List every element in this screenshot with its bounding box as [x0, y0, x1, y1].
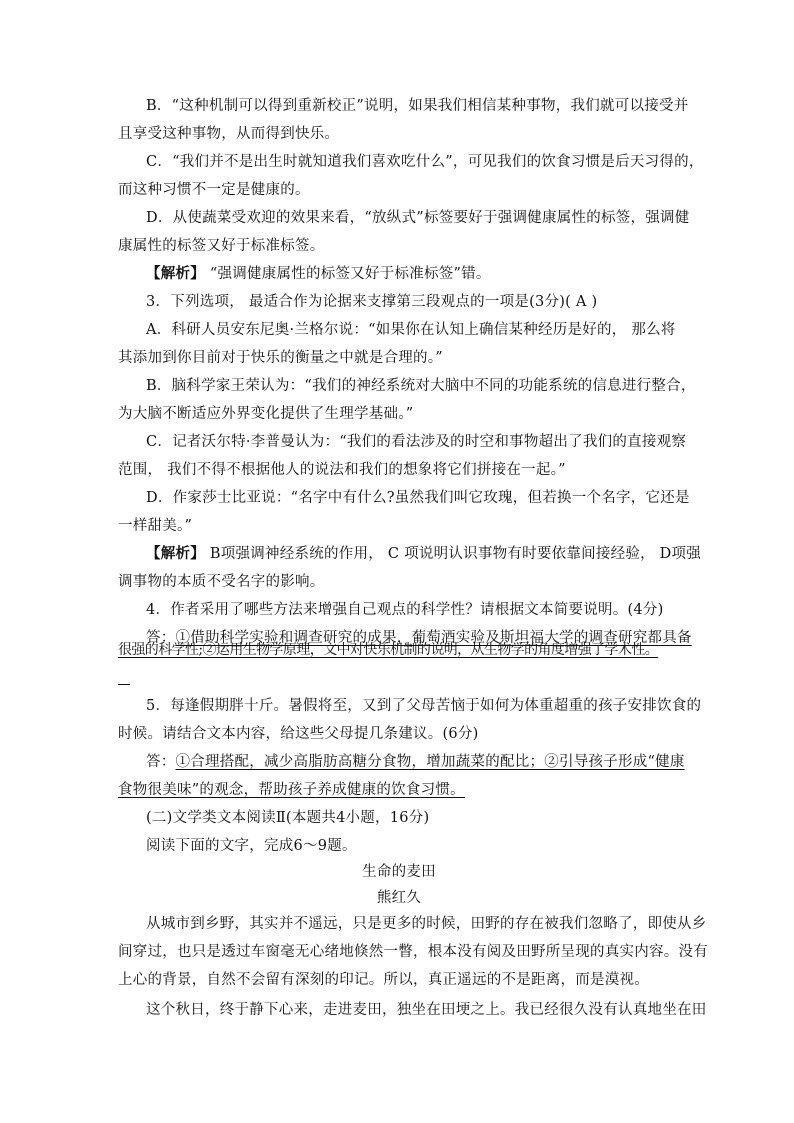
q3-option-b-line-2: 为大脑不断适应外界变化提供了生理学基础。” — [118, 406, 414, 422]
q3-option-a-line-1: A．科研人员安东尼奥·兰格尔说：“如果你在认知上确信某种经历是好的， 那么将 — [146, 322, 676, 338]
analysis-tag: 【解析】 — [146, 545, 205, 562]
analysis-1 — [146, 264, 680, 286]
q3-option-a-line-2: 其添加到你目前对于快乐的衡量之中就是合理的。” — [118, 350, 443, 366]
option-d-line-1: D．从使蔬菜受欢迎的效果来看，“放纵式”标签要好于强调健康属性的标签，强调健 — [146, 210, 690, 226]
question-4: 4．作者采用了哪些方法来增强自己观点的科学性？请根据文本简要说明。(4分) — [146, 602, 664, 618]
answer-label: 答： — [146, 754, 176, 770]
answer-text: ①合理搭配，减少高脂肪高糖分食物，增加蔬菜的配比；②引导孩子形成“健康 — [175, 754, 685, 770]
answer-underline-rule — [118, 684, 130, 685]
article-paragraph-1-line-3: 上心的背景，自然不会留有深刻的印记。所以，真正遥远的不是距离，而是漠视。 — [118, 972, 649, 988]
q3-option-b-line-1: B．脑科学家王荣认为：“我们的神经系统对大脑中不同的功能系统的信息进行整合， — [146, 378, 696, 394]
question-5-line-1: 5．每逢假期胖十斤。暑假将至，又到了父母苦恼于如何为体重超重的孩子安排饮食的 — [146, 698, 702, 714]
article-title: 生命的麦田 — [362, 864, 436, 880]
article-paragraph-1-line-1: 从城市到乡野，其实并不遥远，只是更多的时候，田野的存在被我们忽略了，即使从乡 — [146, 916, 707, 932]
answer-label: 答： — [146, 630, 176, 646]
article-author: 熊红久 — [376, 890, 422, 906]
analysis-2 — [146, 544, 702, 566]
article-paragraph-1-line-2: 间穿过，也只是透过车窗毫无心绪地倏然一瞥，根本没有阅及田野所呈现的真实内容。没有 — [118, 944, 708, 960]
section-heading: (二)文学类文本阅读Ⅱ(本题共4小题，16分) — [146, 810, 430, 826]
question-3: 3．下列选项， 最适合作为论据来支撑第三段观点的一项是(3分)( A ) — [146, 294, 598, 310]
q3-option-d-line-2: 一样甜美。” — [118, 518, 193, 534]
q3-option-c-line-1: C．记者沃尔特·李普曼认为：“我们的看法涉及的时空和事物超出了我们的直接观察 — [146, 434, 687, 450]
option-d-line-2: 康属性的标签又好于标准标签。 — [118, 238, 325, 254]
option-c-line-2: 而这种习惯不一定是健康的。 — [118, 182, 310, 198]
q3-option-c-line-2: 范围， 我们不得不根据他人的说法和我们的想象将它们拼接在一起。” — [118, 462, 566, 478]
option-b-line-2: 且享受这种事物，从而得到快乐。 — [118, 126, 340, 142]
answer-5-line-1 — [146, 752, 685, 774]
reading-instruction: 阅读下面的文字，完成6～9题。 — [146, 838, 357, 854]
analysis-text: B项强调神经系统的作用， C 项说明认识事物有时要依靠间接经验， D项强 — [209, 546, 702, 562]
answer-5-line-2: 食物很美味”的观念，帮助孩子养成健康的饮食习惯。 — [118, 782, 465, 798]
q3-option-d-line-1: D．作家莎士比亚说：“名字中有什么?虽然我们叫它玫瑰，但若换一个名字，它还是 — [146, 490, 690, 506]
article-paragraph-2-line-1: 这个秋日，终于静下心来，走进麦田，独坐在田埂之上。我已经很久没有认真地坐在田 — [146, 1002, 707, 1018]
option-b-line-1: B．“这种机制可以得到重新校正”说明，如果我们相信某种事物，我们就可以接受并 — [146, 98, 689, 114]
analysis-tag: 【解析】 — [146, 265, 205, 282]
answer-text: ①借助科学实验和调查研究的成果，葡萄酒实验及斯坦福大学的调查研究都具备 — [175, 630, 692, 646]
analysis-text: “强调健康属性的标签又好于标准标签”错。 — [209, 266, 491, 282]
option-c-line-1: C．“我们并不是出生时就知道我们喜欢吃什么”，可见我们的饮食习惯是后天习得的， — [146, 154, 704, 170]
question-5-line-2: 时候。请结合文本内容，给这些父母提几条建议。(6分) — [118, 726, 479, 742]
answer-4-line-2: 很强的科学性;②运用生物学原理，文中对快乐机制的说明，从生物学的角度增强了学术性。 — [118, 642, 659, 658]
analysis-2-line-2: 调事物的本质不受名字的影响。 — [118, 574, 325, 590]
